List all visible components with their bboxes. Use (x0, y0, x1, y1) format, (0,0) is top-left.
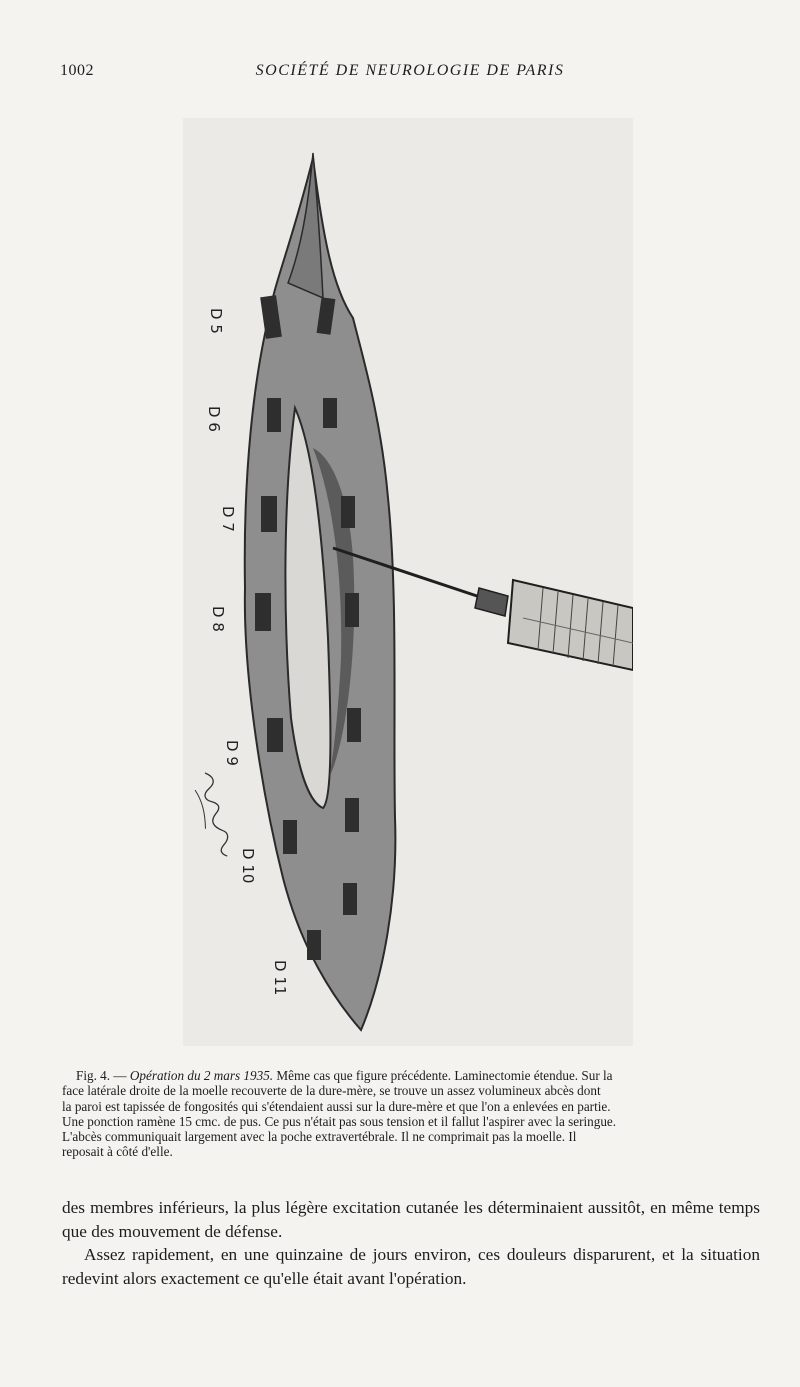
caption-title: Opération du 2 mars 1935. (129, 1068, 274, 1083)
caption-line: la paroi est tapissée de fongosités qui s'étendaient aussi sur la dure-mère et que l'on a enlevées en partie. (62, 1098, 611, 1114)
label-d10: D 10 (239, 848, 257, 884)
paragraph: Assez rapidement, en une quinzaine de jours environ, ces douleurs disparurent, et la situation redevint alors exactement ce qu'elle était avant l'opération. (62, 1245, 760, 1288)
label-d6: D 6 (205, 406, 223, 432)
caption-label: Fig. 4. — (76, 1068, 127, 1083)
artist-signature (191, 771, 233, 859)
label-d8: D 8 (209, 606, 227, 632)
label-d5: D 5 (207, 308, 225, 334)
caption-line: L'abcès communiquait largement avec la poche extravertébrale. Il ne comprimait pas la moelle. Il (62, 1129, 577, 1145)
label-d9: D 9 (223, 740, 241, 766)
syringe-hub (475, 588, 508, 616)
body-text (62, 1196, 760, 1290)
paragraph: des membres inférieurs, la plus légère excitation cutanée les déterminaient aussitôt, en même temps que des mouvement de défense. (62, 1198, 760, 1241)
caption-line: Une ponction ramène 15 cmc. de pus. Ce pus n'était pas sous tension et il fallut l'aspirer avec la seringue. (62, 1113, 617, 1129)
label-d7: D 7 (219, 506, 237, 532)
figure-caption (62, 1068, 758, 1160)
label-d11: D 11 (271, 960, 289, 996)
running-title: SOCIÉTÉ DE NEUROLOGIE DE PARIS (255, 62, 565, 79)
caption-line: face latérale droite de la moelle recouverte de la dure-mère, se trouve un assez volumineux abcès dont (62, 1083, 601, 1099)
caption-line: reposait à côté d'elle. (62, 1144, 173, 1160)
tissue-tip (288, 153, 323, 298)
page-number: 1002 (60, 62, 94, 79)
syringe-barrel (508, 580, 633, 670)
surgical-illustration (183, 118, 633, 1046)
caption-text-line1: Même cas que figure précédente. Laminectomie étendue. Sur la (276, 1068, 613, 1083)
